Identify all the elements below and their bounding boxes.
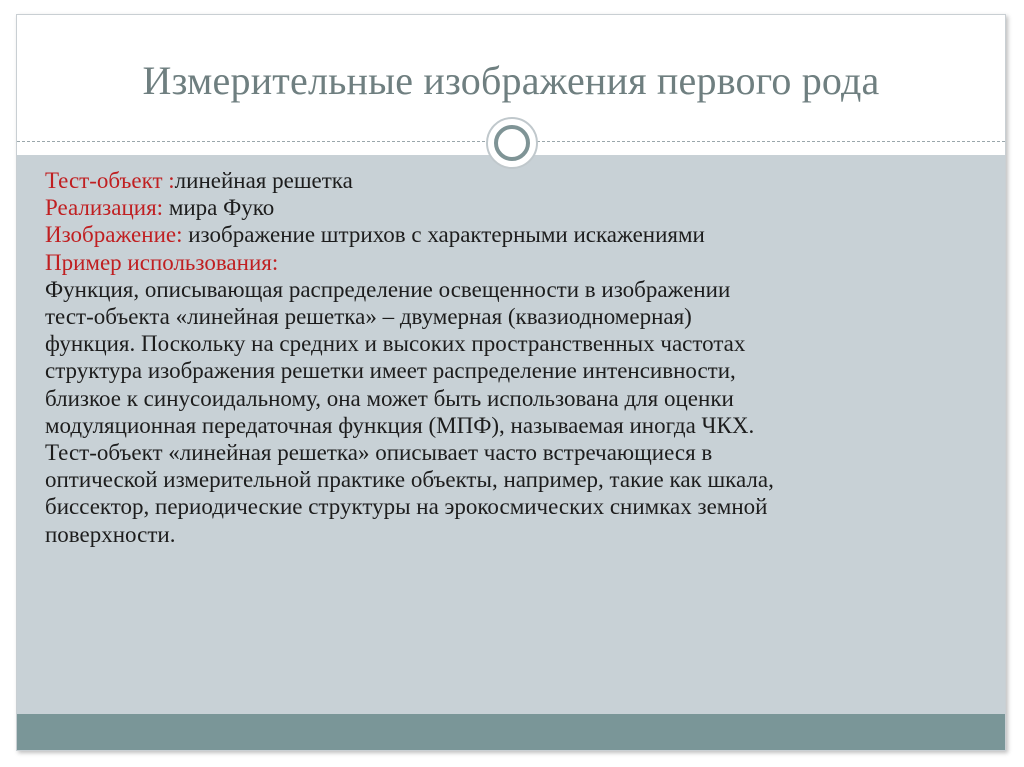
paragraph-line: структура изображения решетки имеет распределение интенсивности, bbox=[45, 358, 736, 384]
item-value: изображение штрихов с характерными искажениями bbox=[188, 222, 705, 248]
item-label: Изображение: bbox=[45, 222, 189, 248]
item-value: мира Фуко bbox=[168, 195, 275, 221]
paragraph-line: близкое к синусоидальному, она может быть использована для оценки bbox=[45, 385, 734, 411]
item-label: Реализация: bbox=[45, 195, 169, 221]
slide-body bbox=[45, 167, 975, 548]
item-image bbox=[45, 221, 975, 248]
paragraph-line: тест-объекта «линейная решетка» – двумерная (квазиодномерная) bbox=[45, 304, 692, 330]
paragraph-line: поверхности. bbox=[45, 521, 176, 547]
slide bbox=[16, 14, 1006, 751]
item-realization bbox=[45, 194, 975, 221]
paragraph-line: модуляционная передаточная функция (МПФ), называемая иногда ЧКХ. bbox=[45, 412, 755, 438]
paragraph-line: оптической измерительной практике объекты, например, такие как шкала, bbox=[45, 467, 774, 493]
slide-title: Измерительные изображения первого рода bbox=[142, 58, 880, 103]
paragraph-line: функция. Поскольку на средних и высоких пространственных частотах bbox=[45, 331, 746, 357]
footer-band bbox=[17, 714, 1005, 750]
item-label: Тест-объект : bbox=[45, 168, 175, 193]
paragraph-line: Функция, описывающая распределение освещенности в изображении bbox=[45, 276, 731, 302]
circle-ornament-icon bbox=[486, 117, 538, 169]
item-test-object bbox=[45, 167, 975, 194]
item-value: линейная решетка bbox=[174, 168, 353, 193]
paragraph-line: биссектор, периодические структуры на эрокосмических снимках земной bbox=[45, 494, 768, 520]
item-label: Пример использования: bbox=[45, 249, 279, 275]
item-usage-example bbox=[45, 249, 975, 276]
paragraph-line: Тест-объект «линейная решетка» описывает часто встречающиеся в bbox=[45, 440, 713, 466]
